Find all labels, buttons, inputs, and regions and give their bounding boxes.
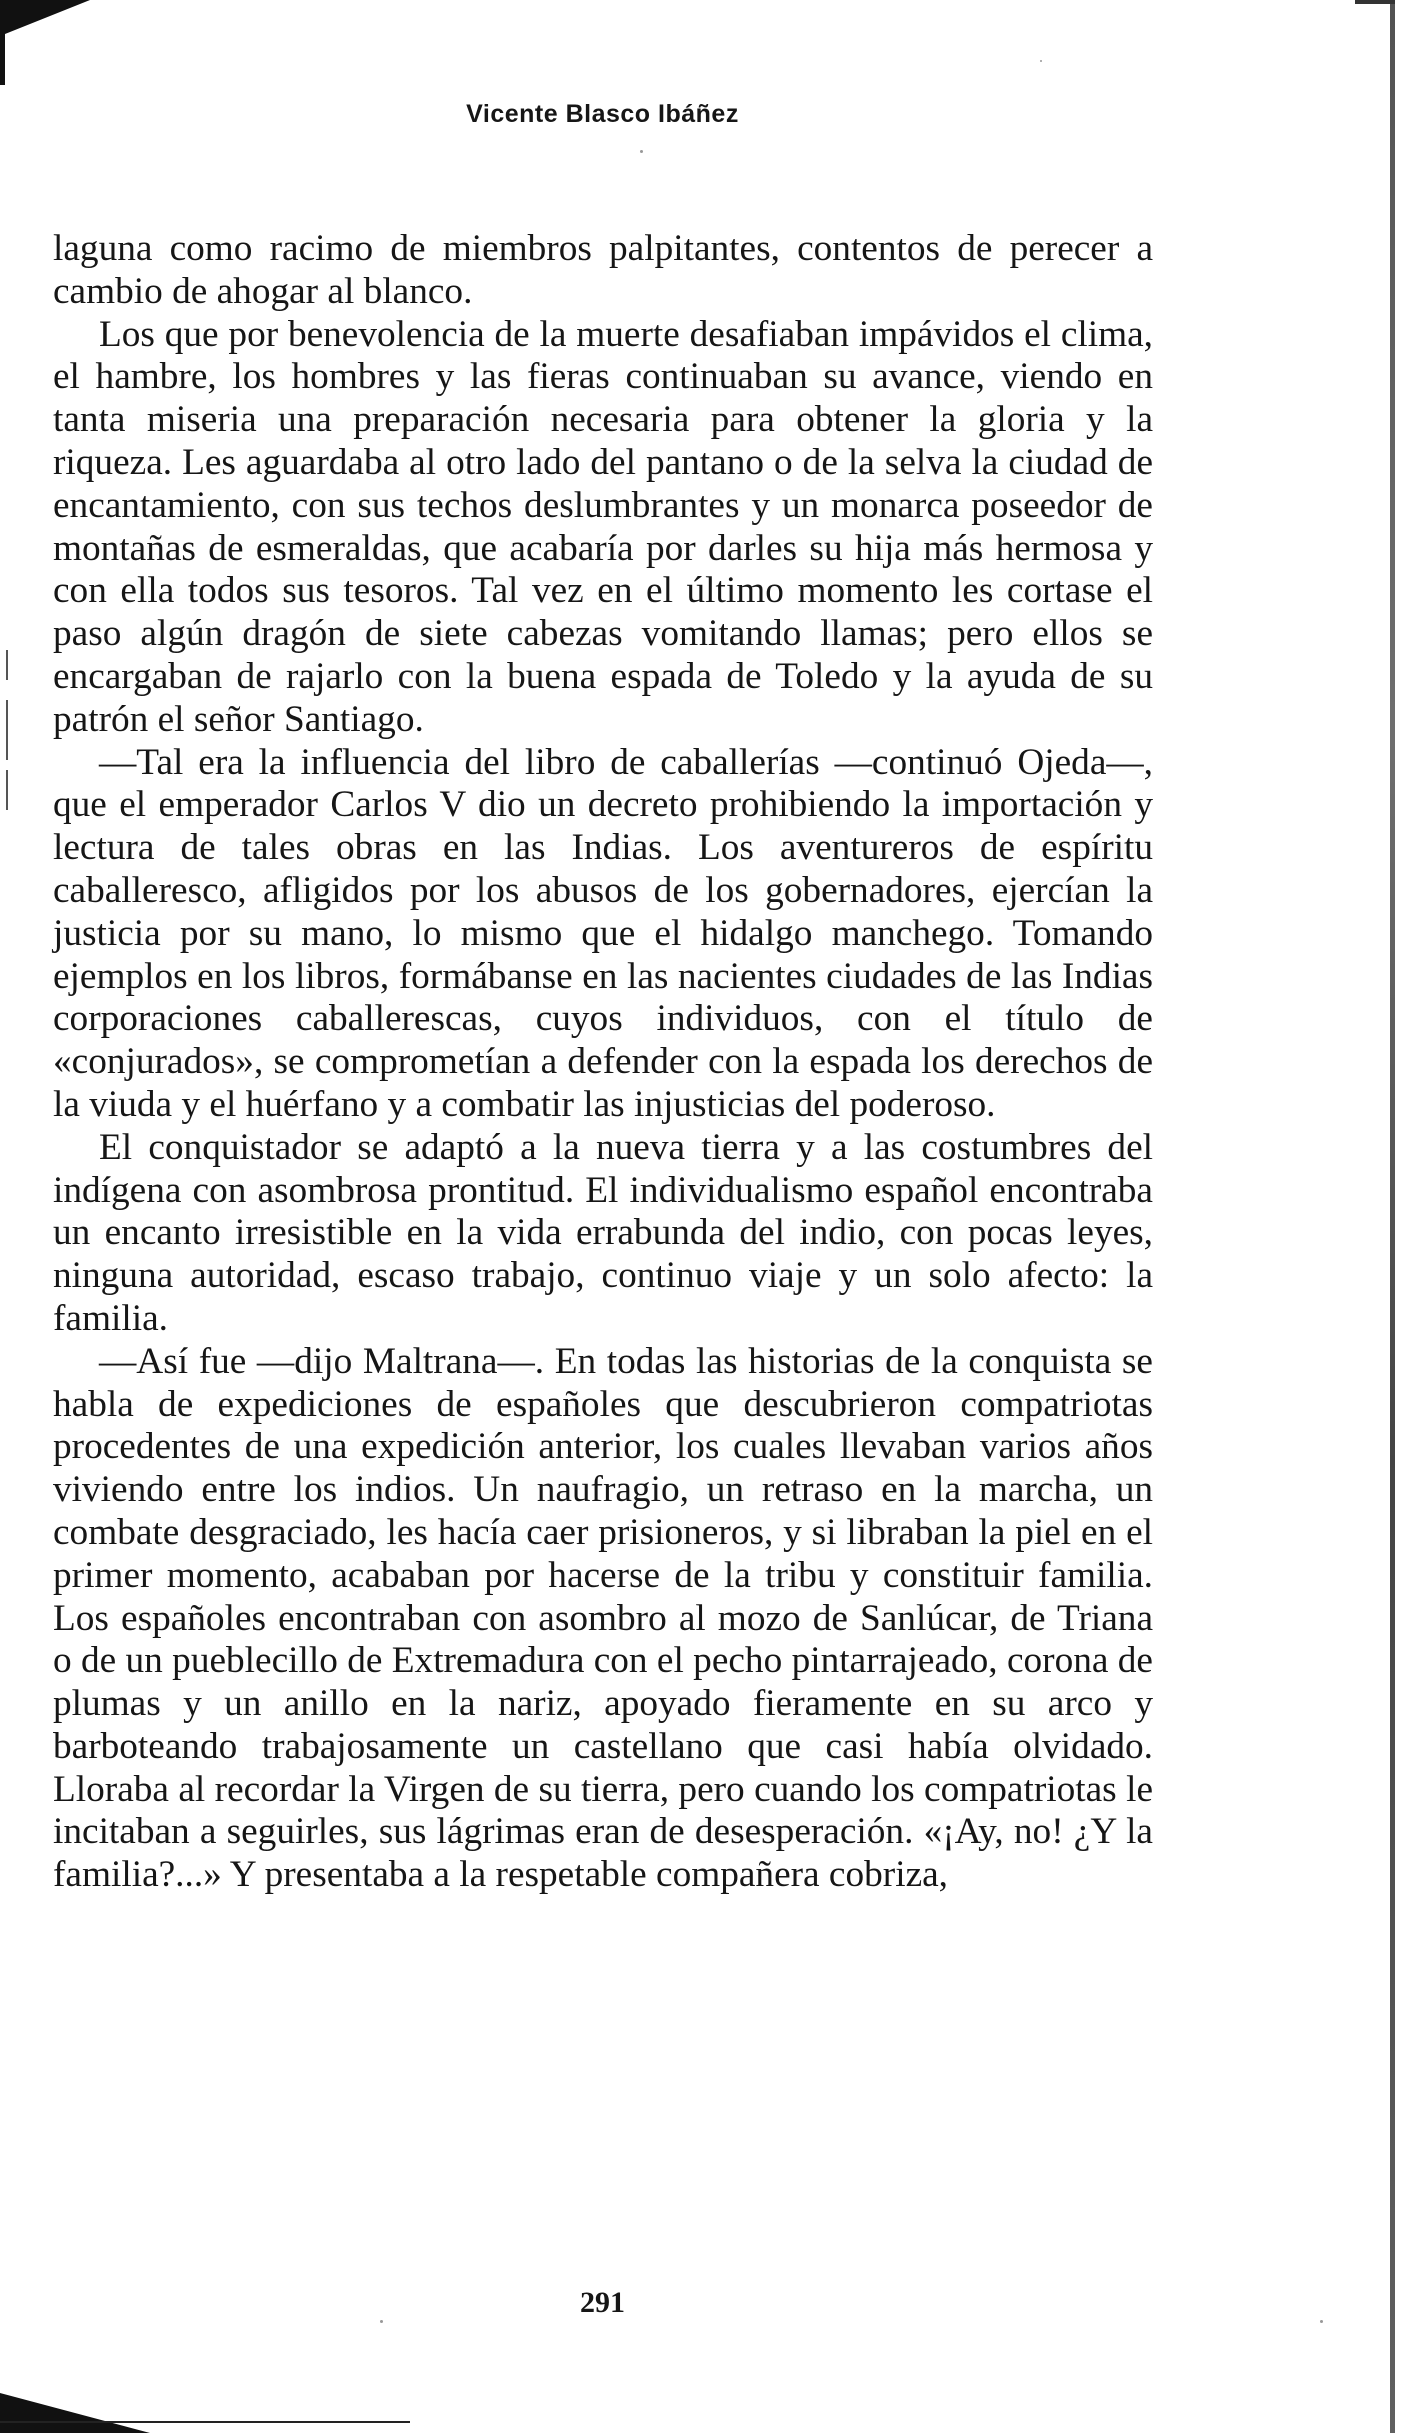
paragraph: —Así fue —dijo Maltrana—. En todas las historias de la conquista se habla de expediciones de españoles que descubrieron compatriotas procedentes de una expedición anterior, los cuales llevaban varios años viviendo entre los indios. Un naufragio, un retraso en la marcha, un combate desgraciado, les hacía caer prisioneros, y si libraban la piel en el primer momento, acababan por hacerse de la tribu y constituir familia. Los españoles encontraban con asombro al mozo de Sanlúcar, de Triana o de un pueblecillo de Extremadura con el pecho pintarrajeado, corona de plumas y un anillo en la nariz, apoyado fieramente en su arco y barboteando trabajosamente un castellano que casi había olvidado. Lloraba al recordar la Virgen de su tierra, pero cuando los compatriotas le incitaban a seguirles, sus lágrimas eran de desesperación. «¡Ay, no! ¿Y la familia?...» Y presentaba a la respetable compañera cobriza, bbox=[53, 1340, 1153, 1896]
scan-edge-left-tick bbox=[6, 700, 8, 760]
scan-edge-left-tick bbox=[6, 650, 8, 680]
scan-bottom-rule bbox=[0, 2421, 410, 2423]
page-number: 291 bbox=[580, 2286, 625, 2319]
scan-speck bbox=[380, 2320, 383, 2323]
body-text bbox=[53, 228, 1153, 1897]
scan-speck bbox=[640, 150, 643, 153]
running-head: Vicente Blasco Ibáñez bbox=[466, 100, 739, 128]
paragraph: El conquistador se adaptó a la nueva tierra y a las costumbres del indígena con asombrosa prontitud. El individualismo español encontraba un encanto irresistible en la vida errabunda del indio, con pocas leyes, ninguna autoridad, escaso trabajo, continuo viaje y un solo afecto: la familia. bbox=[53, 1126, 1153, 1339]
scan-edge-right bbox=[1390, 0, 1395, 2433]
scan-speck bbox=[1040, 60, 1042, 62]
paragraph: —Tal era la influencia del libro de caballerías —continuó Ojeda—, que el emperador Carlos V dio un decreto prohibiendo la importación y lectura de tales obras en las Indias. Los aventureros de espíritu caballeresco, afligidos por los abusos de los gobernadores, ejercían la justicia por su mano, lo mismo que el hidalgo manchego. Tomando ejemplos en los libros, formábanse en las nacientes ciudades de las Indias corporaciones caballerescas, cuyos individuos, con el título de «conjurados», se comprometían a defender con la espada los derechos de la viuda y el huérfano y a combatir las injusticias del poderoso. bbox=[53, 741, 1153, 1125]
paragraph: Los que por benevolencia de la muerte desafiaban impávidos el clima, el hambre, los hombres y las fieras continuaban su avance, viendo en tanta miseria una preparación necesaria para obtener la gloria y la riqueza. Les aguardaba al otro lado del pantano o de la selva la ciudad de encantamiento, con sus techos deslumbrantes y un monarca poseedor de montañas de esmeraldas, que acabaría por darles su hija más hermosa y con ella todos sus tesoros. Tal vez en el último momento les cortase el paso algún dragón de siete cabezas vomitando llamas; pero ellos se encargaban de rajarlo con la buena espada de Toledo y la ayuda de su patrón el señor Santiago. bbox=[53, 313, 1153, 740]
scan-corner-mark-top bbox=[0, 0, 90, 36]
scan-speck bbox=[1320, 2320, 1323, 2323]
scan-corner-mark-bottom bbox=[0, 2393, 150, 2433]
paragraph: laguna como racimo de miembros palpitantes, contentos de perecer a cambio de ahogar al blanco. bbox=[53, 228, 1153, 312]
scan-edge-left-tick bbox=[6, 770, 8, 810]
scan-edge-top-tick bbox=[1355, 0, 1395, 4]
scan-corner-stem bbox=[0, 0, 5, 85]
